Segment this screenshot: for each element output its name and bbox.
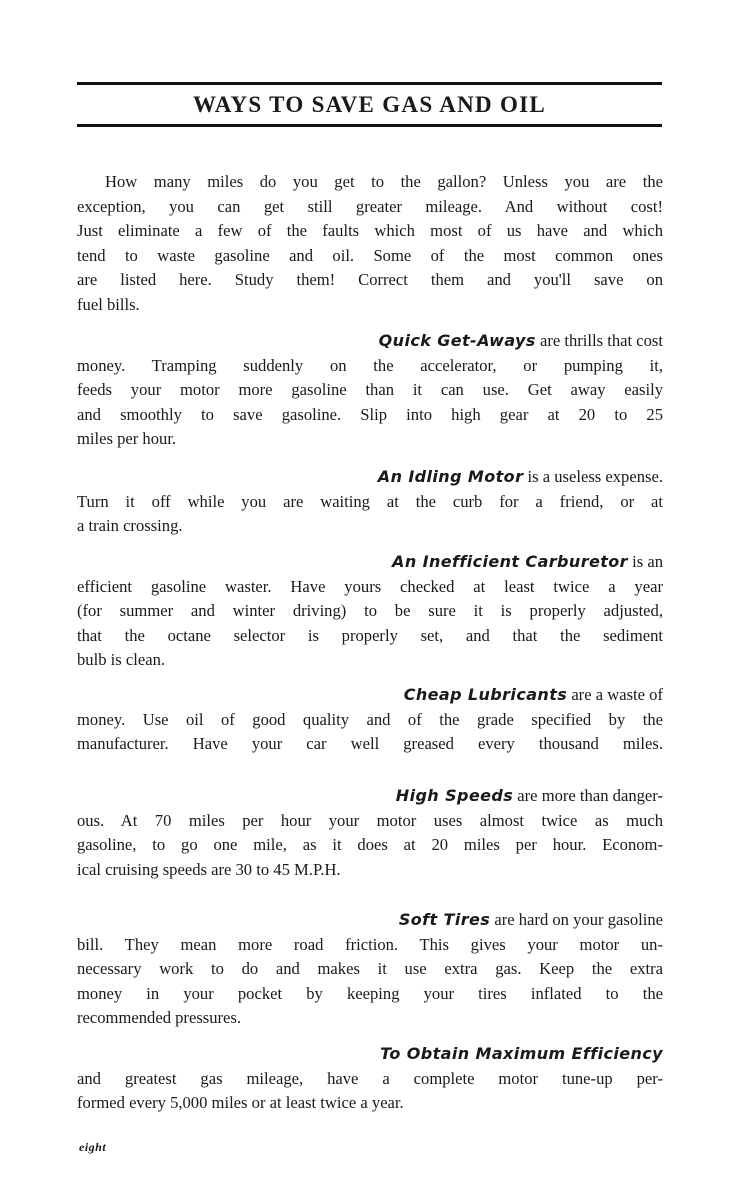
section-line: Turn it off while you are waiting at the curb for a friend, or at <box>77 491 663 511</box>
section-line: and greatest gas mileage, have a complete motor tune-up per- <box>77 1068 663 1088</box>
section-inefficient-carburetor <box>77 550 663 673</box>
section-heading: Quick Get-Aways <box>378 331 536 350</box>
section-line: ical cruising speeds are 30 to 45 M.P.H. <box>77 859 341 879</box>
section-line: and smoothly to save gasoline. Slip into high gear at 20 to 25 <box>77 404 663 424</box>
section-maximum-efficiency <box>77 1042 663 1116</box>
section-line: formed every 5,000 miles or at least twice a year. <box>77 1093 404 1113</box>
section-line: feeds your motor more gasoline than it can use. Get away easily <box>77 380 663 400</box>
page-title: WAYS TO SAVE GAS AND OIL <box>192 92 547 117</box>
intro-paragraph <box>77 170 663 318</box>
section-soft-tires <box>77 908 663 1031</box>
section-first-line <box>77 329 663 354</box>
section-line: that the octane selector is properly set, and that the sediment <box>77 625 663 645</box>
title-top-rule <box>77 82 662 85</box>
section-first-line <box>77 550 663 575</box>
intro-line: are listed here. Study them! Correct them and you'll save on <box>77 270 663 290</box>
section-line: bulb is clean. <box>77 650 166 670</box>
section-heading: Cheap Lubricants <box>403 685 568 704</box>
section-lead: is an <box>627 552 663 571</box>
section-line: (for summer and winter driving) to be sure it is properly adjusted, <box>77 601 663 621</box>
section-first-line <box>77 683 663 708</box>
section-quick-get-aways <box>77 329 663 452</box>
section-lead: are thrills that cost <box>535 331 663 350</box>
intro-line: How many miles do you get to the gallon? Unless you are the <box>105 172 663 191</box>
section-line: manufacturer. Have your car well greased every thousand miles. <box>77 734 663 754</box>
section-line: money in your pocket by keeping your tires inflated to the <box>77 983 663 1003</box>
section-line: bill. They mean more road friction. This gives your motor un- <box>77 934 663 954</box>
section-line: gasoline, to go one mile, as it does at 20 miles per hour. Econom- <box>77 835 663 855</box>
section-heading: An Inefficient Carburetor <box>392 552 628 571</box>
intro-line: fuel bills. <box>77 294 140 314</box>
section-lead: are more than danger- <box>513 786 663 805</box>
page-folio: eight <box>79 1140 107 1154</box>
section-line: miles per hour. <box>77 429 177 449</box>
title-bottom-rule <box>77 124 662 127</box>
section-line: efficient gasoline waster. Have yours checked at least twice a year <box>77 576 663 596</box>
section-heading: To Obtain Maximum Efficiency <box>380 1044 663 1063</box>
section-line: a train crossing. <box>77 516 183 536</box>
intro-line: Just eliminate a few of the faults which most of us have and which <box>77 221 663 241</box>
intro-line: exception, you can get still greater mileage. And without cost! <box>77 196 663 216</box>
section-heading: Soft Tires <box>398 910 491 929</box>
section-first-line <box>77 784 663 809</box>
section-cheap-lubricants <box>77 683 663 757</box>
intro-line: tend to waste gasoline and oil. Some of the most common ones <box>77 245 663 265</box>
section-heading: An Idling Motor <box>377 467 524 486</box>
section-lead: are a waste of <box>567 685 663 704</box>
section-line: recommended pressures. <box>77 1008 242 1028</box>
section-idling-motor <box>77 465 663 539</box>
section-line: money. Use oil of good quality and of the grade specified by the <box>77 709 663 729</box>
section-lead: are hard on your gasoline <box>490 910 663 929</box>
section-first-line <box>77 908 663 933</box>
section-first-line <box>77 1042 663 1067</box>
section-heading: High Speeds <box>395 786 514 805</box>
section-line: necessary work to do and makes it use extra gas. Keep the extra <box>77 959 663 979</box>
section-first-line <box>77 465 663 490</box>
section-line: ous. At 70 miles per hour your motor uses almost twice as much <box>77 810 663 830</box>
section-high-speeds <box>77 784 663 882</box>
section-lead: is a useless expense. <box>523 467 663 486</box>
section-line: money. Tramping suddenly on the accelerator, or pumping it, <box>77 355 663 375</box>
